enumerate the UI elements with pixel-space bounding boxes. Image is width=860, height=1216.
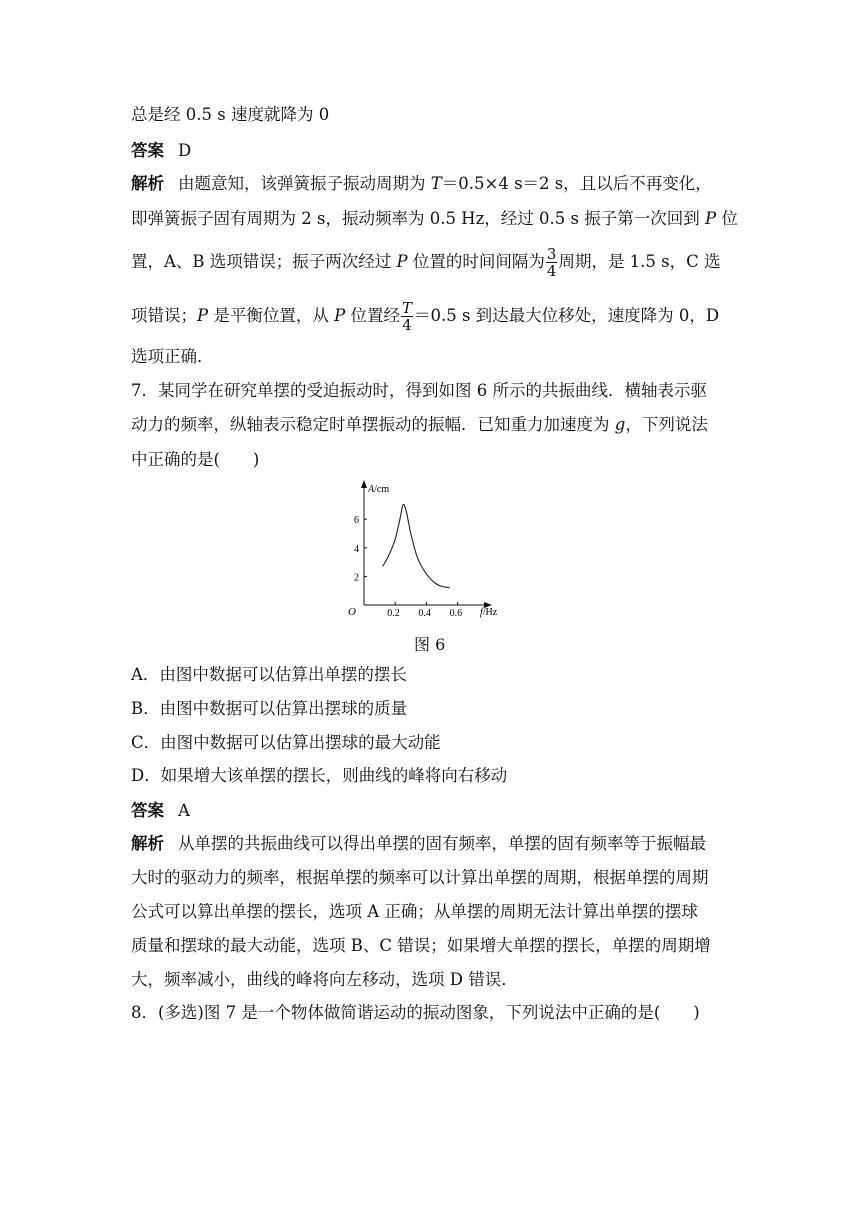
- fraction-numerator: T: [401, 299, 412, 317]
- q6-analysis-text: 项错误；: [131, 306, 197, 325]
- x-tick-label: 0.4: [418, 608, 431, 619]
- q6-analysis-text: 周期，是 1.5 s，C 选: [558, 252, 721, 271]
- q7-analysis-line-5: 大，频率减小，曲线的峰将向左移动，选项 D 错误．: [131, 970, 518, 989]
- fraction-denominator: 4: [546, 262, 557, 280]
- x-axis-var: f: [480, 607, 483, 618]
- q6-analysis-line-2: [131, 207, 738, 231]
- q6-answer-label: 答案: [131, 141, 164, 160]
- q7-option-c: C．由图中数据可以估算出摆球的最大动能: [131, 733, 441, 752]
- q6-answer-value: D: [178, 141, 192, 160]
- resonance-curve: [383, 505, 450, 588]
- q7-stem-line-2: [131, 413, 731, 437]
- q7-stem-line-3: 中正确的是( ): [131, 450, 260, 469]
- previous-option-tail: 总是经 0.5 s 速度就降为 0: [131, 105, 330, 124]
- q8-stem: 8．(多选)图 7 是一个物体做简谐运动的振动图象，下列说法中正确的是( ): [131, 1003, 700, 1022]
- q7-analysis-text: 从单摆的共振曲线可以得出单摆的固有频率，单摆的固有频率等于振幅最: [178, 834, 706, 853]
- q7-stem-text: ，下列说法: [625, 415, 708, 434]
- q7-analysis-label: 解析: [131, 834, 164, 853]
- q6-analysis-text: 即弹簧振子固有周期为 2 s，振动频率为 0.5 Hz，经过 0.5 s 振子第一次回到: [131, 209, 705, 228]
- q6-analysis-text: 置，A、B 选项错误；振子两次经过: [131, 252, 397, 271]
- var-P: P: [396, 252, 408, 271]
- q6-analysis-line-4: [131, 300, 731, 333]
- q6-analysis-line-3: [131, 246, 731, 279]
- q7-analysis-line-3: 公式可以算出单摆的摆长，选项 A 正确；从单摆的周期无法计算出单摆的摆球: [131, 902, 698, 921]
- fraction-three-quarters: [546, 246, 558, 279]
- resonance-chart: [340, 478, 520, 620]
- q7-analysis-line-2: 大时的驱动力的频率，根据单摆的频率可以计算出单摆的周期，根据单摆的周期: [131, 868, 709, 887]
- figure-caption: 图 6: [414, 635, 446, 654]
- y-axis-var: A: [368, 484, 375, 495]
- q7-option-b: B．由图中数据可以估算出摆球的质量: [131, 699, 408, 718]
- x-tick-label: 0.2: [387, 608, 400, 619]
- var-T: T: [430, 174, 442, 193]
- fraction-numerator: 3: [546, 245, 557, 263]
- q6-analysis-text: 位: [716, 209, 738, 228]
- x-axis-label: [480, 607, 498, 618]
- q7-answer: [131, 799, 731, 823]
- fraction-T-over-4: [401, 300, 413, 333]
- y-tick-label: 2: [354, 572, 359, 584]
- origin-label: O: [348, 606, 356, 618]
- q6-analysis-text: 由题意知，该弹簧振子振动周期为: [178, 174, 431, 193]
- y-axis-label: [367, 484, 389, 495]
- q6-analysis-text: 位置经: [345, 306, 400, 325]
- q7-stem-line-1: 7．某同学在研究单摆的受迫振动时，得到如图 6 所示的共振曲线．横轴表示驱: [131, 381, 707, 400]
- var-P: P: [197, 306, 209, 325]
- fraction-denominator: 4: [402, 316, 412, 334]
- q7-option-d: D．如果增大该单摆的摆长，则曲线的峰将向右移动: [131, 766, 508, 785]
- q7-option-a: A．由图中数据可以估算出单摆的摆长: [131, 665, 407, 684]
- var-P: P: [704, 209, 717, 228]
- q6-analysis-text: ＝0.5×4 s＝2 s，且以后不再变化，: [441, 174, 712, 193]
- q6-answer: [131, 139, 731, 163]
- q6-analysis-line-1: [131, 172, 731, 196]
- var-P: P: [334, 306, 346, 325]
- q7-answer-label: 答案: [131, 801, 164, 820]
- q6-analysis-label: 解析: [131, 174, 164, 193]
- var-g: g: [614, 415, 626, 434]
- q6-analysis-text: 是平衡位置，从: [208, 306, 335, 325]
- y-tick-label: 6: [354, 515, 359, 527]
- q7-analysis-line-1: [131, 832, 731, 856]
- q6-analysis-text: ＝0.5 s 到达最大位移处，速度降为 0，D: [413, 306, 720, 325]
- x-tick-label: 0.6: [449, 608, 463, 619]
- q7-analysis-line-4: 质量和摆球的最大动能，选项 B、C 错误；如果增大单摆的摆长，单摆的周期增: [131, 936, 711, 955]
- y-axis-unit: /cm: [374, 484, 390, 495]
- q6-analysis-text: 位置的时间间隔为: [407, 252, 545, 271]
- x-axis-unit: /Hz: [482, 607, 498, 618]
- q7-answer-value: A: [178, 801, 190, 820]
- q6-analysis-line-5: 选项正确．: [131, 347, 214, 366]
- y-tick-label: 4: [354, 543, 359, 555]
- q7-stem-text: 动力的频率，纵轴表示稳定时单摆振动的振幅．已知重力加速度为: [131, 415, 615, 434]
- resonance-curve-figure: [340, 478, 520, 620]
